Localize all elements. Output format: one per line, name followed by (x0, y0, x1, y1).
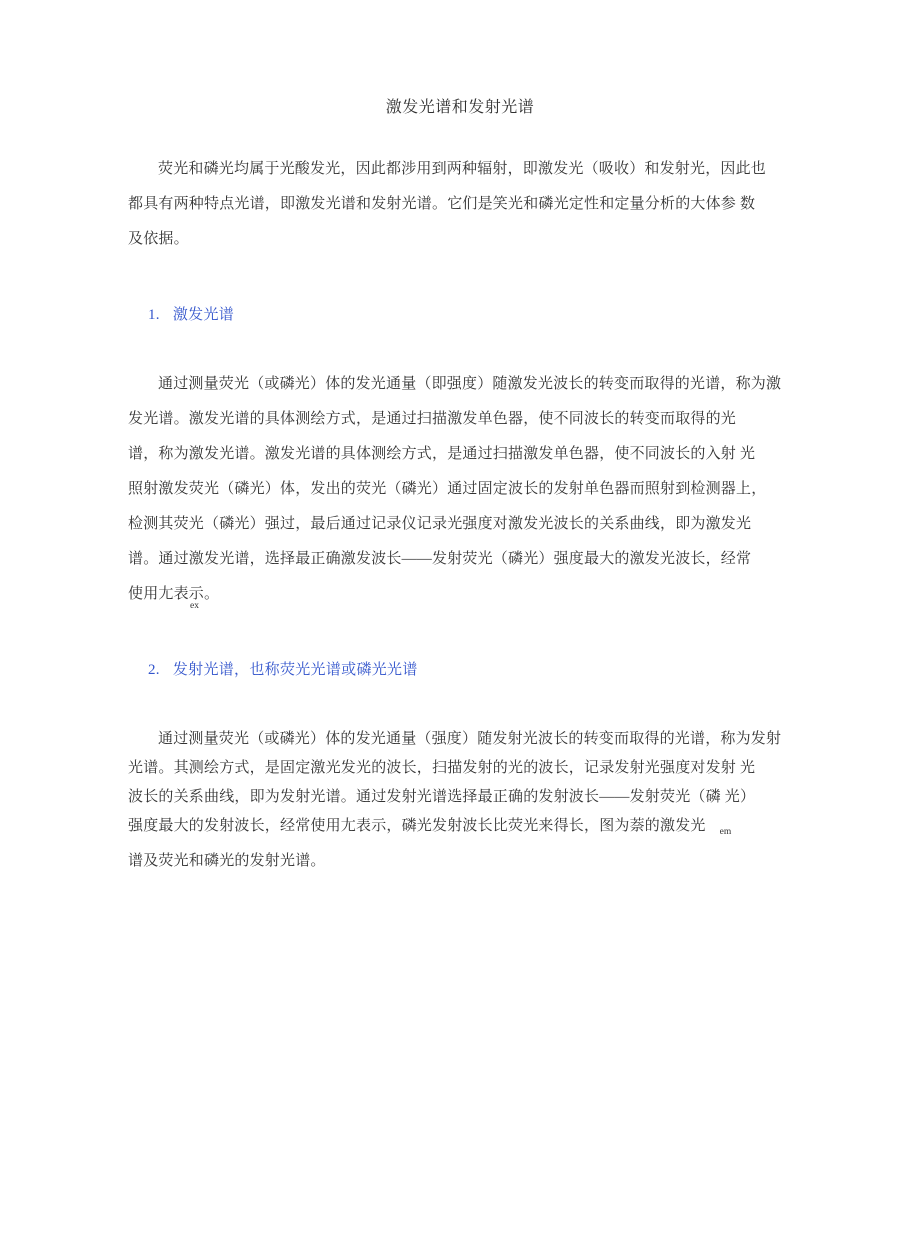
text-line (128, 812, 792, 847)
section2-heading-text: 发射光谱，也称荧光光谱或磷光光谱 (172, 662, 418, 678)
section1-heading (128, 305, 792, 325)
text-line: 谱，称为激发光谱。激发光谱的具体测绘方式，是通过扫描激发单色器，使不同波长的入射 光 (128, 446, 756, 462)
text-line: 都具有两种特点光谱，即激发光谱和发射光谱。它们是笑光和磷光定性和定量分析的大体参 数 (128, 196, 756, 212)
text-line: 使用尢表示。 (128, 586, 220, 602)
section2-paragraph (128, 725, 792, 876)
text-line: 通过测量荧光（或磷光）体的发光通量（强度）随发射光波长的转变而取得的光谱，称为发射 (158, 731, 782, 747)
document-content (0, 97, 920, 876)
intro-paragraph (128, 152, 792, 257)
text-line: 谱及荧光和磷光的发射光谱。 (128, 853, 326, 869)
section2-number: 2. (148, 662, 160, 678)
text-line: 荧光和磷光均属于光酸发光，因此都涉用到两种辐射，即激发光（吸收）和发射光，因此也 (158, 161, 767, 177)
lambda-ex-subscript: ex (190, 601, 199, 611)
text-line: 光谱。其测绘方式，是固定激光发光的波长，扫描发射的光的波长，记录发射光强度对发射 光 (128, 760, 756, 776)
lambda-em-subscript: em (719, 827, 732, 837)
text-line: 谱。通过激发光谱，选择最正确激发波长——发射荧光（磷光）强度最大的激发光波长，经常 (128, 551, 752, 567)
section1-heading-text: 激发光谱 (172, 307, 235, 323)
text-line: 照射激发荧光（磷光）体，发出的荧光（磷光）通过固定波长的发射单色器而照射到检测器上， (128, 481, 767, 497)
section2-heading (128, 660, 792, 680)
text-line: 检测其荧光（磷光）强过，最后通过记录仪记录光强度对激发光波长的关系曲线，即为激发光 (128, 516, 752, 532)
section1-number: 1. (148, 307, 160, 323)
text-line: 波长的关系曲线，即为发射光谱。通过发射光谱选择最正确的发射波长——发射荧光（磷 光） (128, 789, 756, 805)
text-line: 通过测量荧光（或磷光）体的发光通量（即强度）随激发光波长的转变而取得的光谱，称为激 (158, 376, 782, 392)
text-line-content: 强度最大的发射波长，经常使用尢表示，磷光发射波长比荧光来得长，图为萘的激发光 (128, 818, 706, 834)
section1-paragraph (128, 367, 792, 612)
text-line: 发光谱。激发光谱的具体测绘方式，是通过扫描激发单色器，使不同波长的转变而取得的光 (128, 411, 737, 427)
text-line: 及依据。 (128, 231, 189, 247)
document-title: 激发光谱和发射光谱 (385, 99, 535, 116)
